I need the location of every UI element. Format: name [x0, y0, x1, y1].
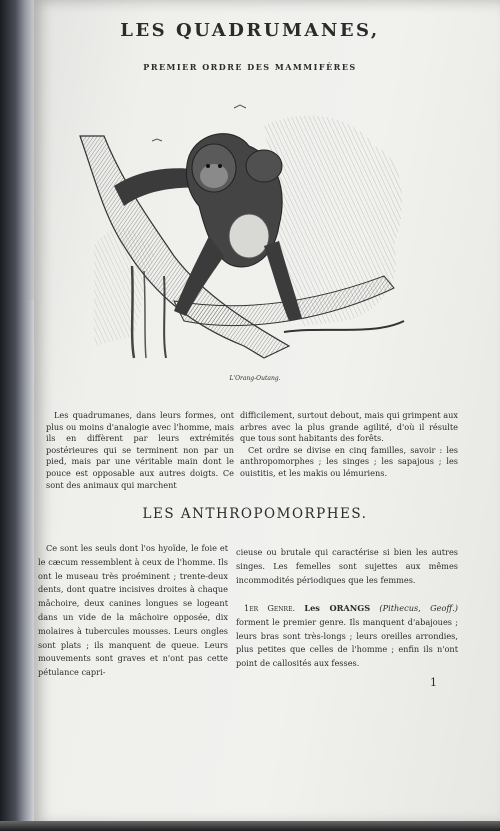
page-bottom-shadow: [0, 821, 500, 831]
section-paragraph-right-2: [236, 602, 458, 671]
page-subtitle: PREMIER ORDRE DES MAMMIFÈRES: [143, 62, 357, 72]
intro-paragraph-right-1: difficilement, surtout debout, mais qui grimpent aux arbres avec la plus grande agilité, d'où il résulte que tous sont habitants des forêts.: [240, 410, 458, 444]
intro-paragraph-right-2: Cet ordre se divise en cinq familles, savoir : les anthropomorphes ; les singes ; les sapajous ; les ouistitis, et les makis ou lémuriens.: [240, 444, 458, 478]
page-title: LES QUADRUMANES,: [120, 20, 380, 41]
genus-name: Les ORANGS: [304, 603, 371, 613]
intro-paragraph-left: Les quadrumanes, dans leurs formes, ont plus ou moins d'analogie avec l'homme, mais ils en diffèrent par leurs extrémités postérieures qui se terminent non par un pied, mais par une véritable main dont le pouce est opposable aux autres doigts. Ce sont des animaux qui marchent: [46, 410, 234, 490]
section-heading: LES ANTHROPOMORPHES.: [142, 506, 368, 522]
intro-paragraph-right: [240, 410, 458, 480]
section-paragraph-left: Ce sont les seuls dont l'os hyoïde, le foie et le cæcum ressemblent à ceux de l'homme. Ils ont le museau très proéminent ; trente-deux dents, dont quatre incisives droites à chaque mâchoire, deux canines longues se logeant dans un vide de la mâchoire opposée, dix molaires à tubercules mousses. Leurs ongles sont plats ; ils manquent de queue. Leurs mouvements sont graves et n'ont pas cette pétulance capri-: [38, 543, 228, 678]
orangutan-engraving: [74, 96, 414, 368]
figure-caption: L'Orang-Outang.: [229, 375, 281, 382]
genus-description: forment le premier genre. Ils manquent d'abajoues ; leurs bras sont très-longs ; leurs oreilles arrondies, plus petites que celles de l'homme ; enfin ils n'ont point de callosités aux fesses.: [236, 616, 458, 669]
genus-prefix: 1er Genre.: [244, 603, 296, 613]
page-number: 1: [430, 676, 437, 689]
section-paragraph-right-1: cieuse ou brutale qui caractérise si bien les autres singes. Les femelles sont sujettes aux mêmes incommodités périodiques que les femmes.: [236, 547, 458, 585]
genus-latin: (Pithecus, Geoff.): [379, 603, 458, 613]
